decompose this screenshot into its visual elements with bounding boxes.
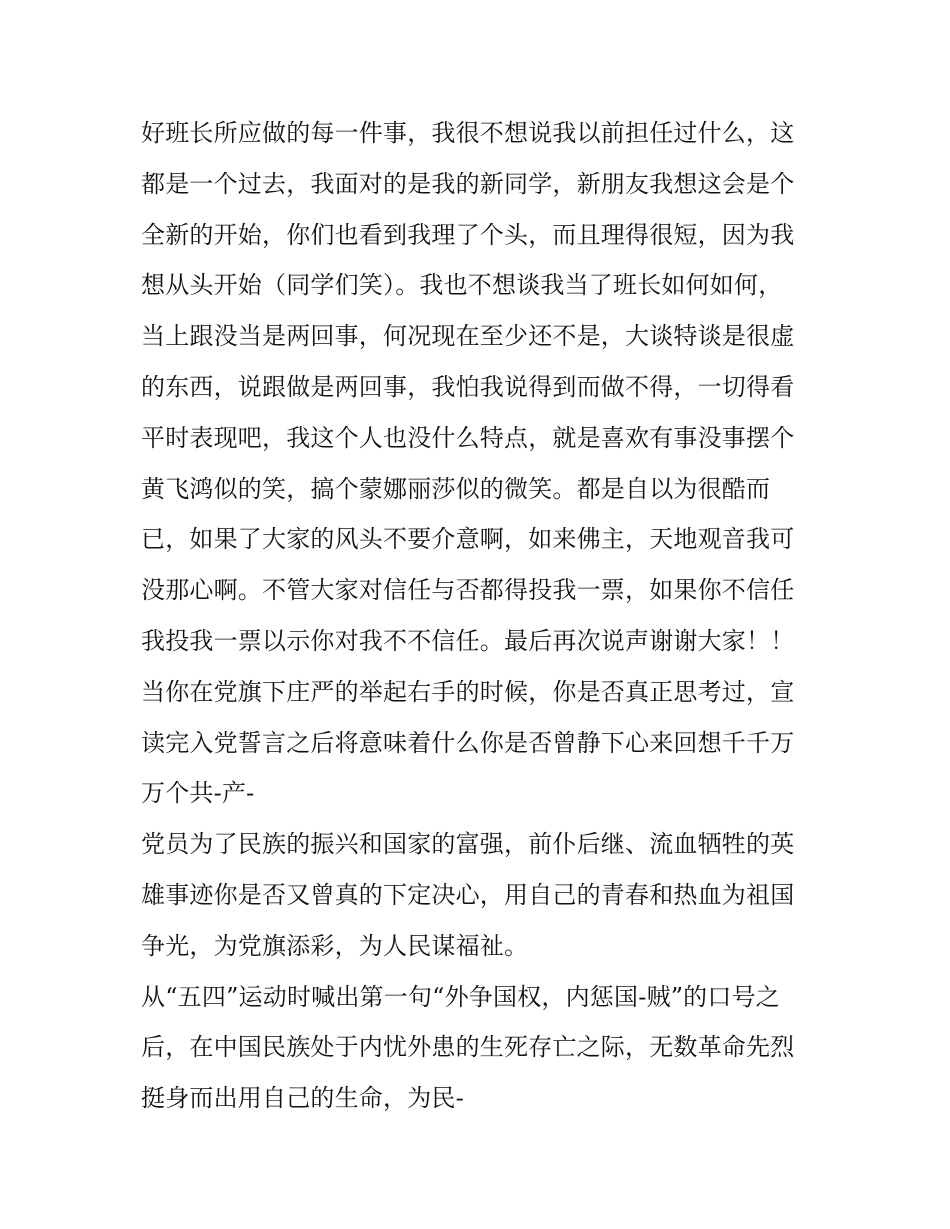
text-line-10: 没那心啊。不管大家对信任与否都得投我一票，如果你不信任 <box>141 576 795 605</box>
text-line-4: 想从头开始（同学们笑）。我也不想谈我当了班长如何如何， <box>141 271 783 300</box>
text-line-6: 的东西，说跟做是两回事，我怕我说得到而做不得，一切得看 <box>141 372 795 401</box>
text-line-18: 从“五四”运动时喊出第一句“外争国权，内惩国-贼”的口号之 <box>141 982 780 1011</box>
text-line-19: 后，在中国民族处于内忧外患的生死存亡之际，无数革命先烈 <box>141 1033 795 1062</box>
text-line-3: 全新的开始，你们也看到我理了个头，而且理得很短，因为我 <box>141 220 795 249</box>
text-line-13: 读完入党誓言之后将意味着什么你是否曾静下心来回想千千万 <box>141 728 795 757</box>
text-line-8: 黄飞鸿似的笑，搞个蒙娜丽莎似的微笑。都是自以为很酷而 <box>141 474 771 503</box>
text-line-17: 争光，为党旗添彩，为人民谋福祉。 <box>141 931 529 960</box>
text-line-9: 已，如果了大家的风头不要介意啊，如来佛主，天地观音我可 <box>141 525 795 554</box>
body-text <box>141 108 821 1124</box>
text-line-5: 当上跟没当是两回事，何况现在至少还不是，大谈特谈是很虚 <box>141 322 795 351</box>
text-line-1: 好班长所应做的每一件事，我很不想说我以前担任过什么，这 <box>141 119 795 147</box>
text-line-11: 我投我一票以示你对我不不信任。最后再次说声谢谢大家！！ <box>141 626 795 655</box>
text-line-15: 党员为了民族的振兴和国家的富强，前仆后继、流血牺牲的英 <box>141 830 795 859</box>
text-line-16: 雄事迹你是否又曾真的下定决心，用自己的青春和热血为祖国 <box>141 880 795 909</box>
text-line-14: 万个共-产- <box>141 779 255 808</box>
text-line-20: 挺身而出用自己的生命，为民- <box>141 1084 464 1113</box>
text-line-2: 都是一个过去，我面对的是我的新同学，新朋友我想这会是个 <box>141 169 795 198</box>
text-line-7: 平时表现吧，我这个人也没什么特点，就是喜欢有事没事摆个 <box>141 423 795 452</box>
text-line-12: 当你在党旗下庄严的举起右手的时候，你是否真正思考过，宣 <box>141 677 795 706</box>
